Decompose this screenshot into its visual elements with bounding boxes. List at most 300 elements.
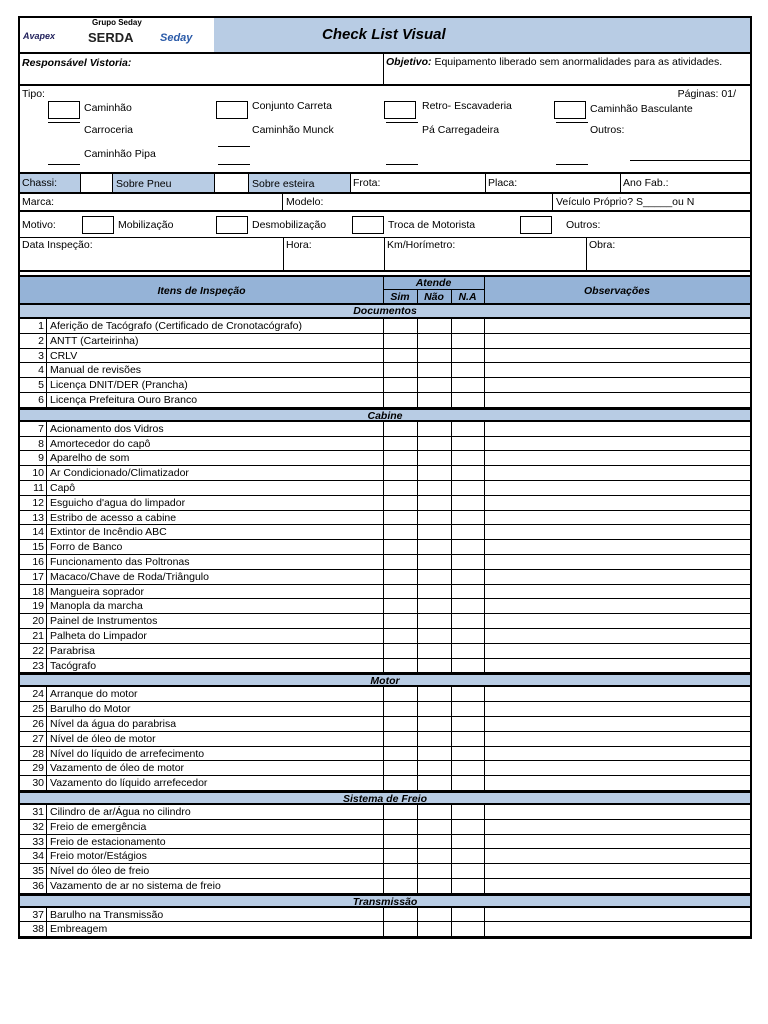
item-number: 28 <box>32 747 44 760</box>
item-number: 11 <box>33 481 44 494</box>
table-row <box>20 422 750 437</box>
item-label: Acionamento dos Vidros <box>50 422 164 435</box>
sim-cell[interactable] <box>383 319 418 333</box>
table-row <box>20 451 750 466</box>
sim-cell[interactable] <box>383 879 418 893</box>
seday-logo: Seday <box>160 32 193 44</box>
observacao-cell[interactable] <box>484 525 750 539</box>
sim-cell[interactable] <box>383 466 418 480</box>
item-number: 13 <box>32 511 44 524</box>
item-label: Palheta do Limpador <box>50 629 147 642</box>
table-row <box>20 747 750 762</box>
item-label: Mangueira soprador <box>50 585 144 598</box>
nao-cell[interactable] <box>417 776 452 790</box>
item-label: Painel de Instrumentos <box>50 615 158 628</box>
item-number: 16 <box>32 555 44 568</box>
table-row <box>20 922 750 937</box>
sim-cell[interactable] <box>383 363 418 377</box>
nao-cell[interactable] <box>417 540 452 554</box>
page-title: Check List Visual <box>322 26 446 43</box>
sim-cell[interactable] <box>383 820 418 834</box>
observacao-cell[interactable] <box>484 422 750 436</box>
checklist-sheet <box>18 16 752 939</box>
tipo-outros: Outros: <box>590 124 625 136</box>
itens-header: Itens de Inspeção <box>157 285 246 297</box>
sim-cell[interactable] <box>383 687 418 701</box>
item-number: 5 <box>38 379 44 392</box>
observacao-cell[interactable] <box>484 732 750 746</box>
checkbox-desmobilizacao[interactable] <box>216 216 248 234</box>
nao-cell[interactable] <box>417 687 452 701</box>
sim-cell[interactable] <box>383 717 418 731</box>
nao-cell[interactable] <box>417 334 452 348</box>
observacao-cell[interactable] <box>484 319 750 333</box>
motivo-outros: Outros: <box>566 219 601 231</box>
observacao-cell[interactable] <box>484 776 750 790</box>
observacao-cell[interactable] <box>484 496 750 510</box>
item-label: Arranque do motor <box>50 688 138 701</box>
motivo-desmobilizacao: Desmobilização <box>252 219 327 231</box>
item-number: 8 <box>38 437 44 450</box>
sim-cell[interactable] <box>383 776 418 790</box>
nao-cell[interactable] <box>417 349 452 363</box>
nao-cell[interactable] <box>417 599 452 613</box>
sim-cell[interactable] <box>383 378 418 392</box>
sim-cell[interactable] <box>383 659 418 673</box>
nao-cell[interactable] <box>417 702 452 716</box>
logo-area <box>20 18 215 52</box>
na-cell[interactable] <box>451 319 485 333</box>
sim-cell[interactable] <box>383 614 418 628</box>
na-cell[interactable] <box>451 717 485 731</box>
item-label: Aferição de Tacógrafo (Certificado de Cronotacógrafo) <box>50 320 302 332</box>
observacoes-header: Observações <box>584 285 650 297</box>
responsavel-row <box>20 54 750 86</box>
nao-cell[interactable] <box>417 481 452 495</box>
na-cell[interactable] <box>451 334 485 348</box>
checkline-pipa[interactable] <box>48 164 80 165</box>
nao-cell[interactable] <box>417 732 452 746</box>
table-row <box>20 659 750 674</box>
table-row <box>20 496 750 511</box>
na-cell[interactable] <box>451 393 485 407</box>
checkline-munck[interactable] <box>218 146 250 147</box>
nao-cell[interactable] <box>417 879 452 893</box>
nao-cell[interactable] <box>417 525 452 539</box>
item-number: 19 <box>32 600 44 613</box>
nao-cell[interactable] <box>417 629 452 643</box>
objetivo-label: Objetivo: <box>386 56 432 68</box>
section-header: Motor <box>20 673 750 687</box>
objetivo-text: Equipamento liberado sem anormalidades para as atividades. <box>434 56 723 68</box>
veiculo-proprio-label: Veículo Próprio? S_____ou N <box>556 196 695 208</box>
item-number: 36 <box>32 879 44 892</box>
sim-cell[interactable] <box>383 908 418 922</box>
item-number: 4 <box>38 364 44 377</box>
na-cell[interactable] <box>451 614 485 628</box>
table-row <box>20 614 750 629</box>
sim-cell[interactable] <box>383 805 418 819</box>
motivo-label: Motivo: <box>22 219 56 231</box>
observacao-cell[interactable] <box>484 820 750 834</box>
observacao-cell[interactable] <box>484 466 750 480</box>
obra-label: Obra: <box>589 239 616 251</box>
nao-cell[interactable] <box>417 555 452 569</box>
modelo-label: Modelo: <box>286 196 324 208</box>
tipo-basculante: Caminhão Basculante <box>590 103 693 115</box>
tipo-row <box>20 86 750 174</box>
nao-cell[interactable] <box>417 570 452 584</box>
sim-cell[interactable] <box>383 644 418 658</box>
item-label: Licença Prefeitura Ouro Branco <box>50 393 198 406</box>
item-number: 30 <box>32 777 44 790</box>
na-cell[interactable] <box>451 732 485 746</box>
observacao-cell[interactable] <box>484 747 750 761</box>
nao-cell[interactable] <box>417 378 452 392</box>
title-band <box>214 18 750 52</box>
item-label: Forro de Banco <box>50 541 123 554</box>
item-label: Extintor de Incêndio ABC <box>50 526 167 539</box>
item-label: Barulho do Motor <box>50 703 131 716</box>
item-label: Macaco/Chave de Roda/Triângulo <box>50 570 209 583</box>
item-label: Embreagem <box>50 923 108 936</box>
na-cell[interactable] <box>451 761 485 775</box>
checkbox-caminhao[interactable] <box>48 101 80 119</box>
checkbox-mobilizacao[interactable] <box>82 216 114 234</box>
na-cell[interactable] <box>451 585 485 599</box>
nao-cell[interactable] <box>417 849 452 863</box>
item-label: Vazamento de ar no sistema de freio <box>50 879 221 892</box>
sim-cell[interactable] <box>383 349 418 363</box>
na-header: N.A <box>458 291 477 303</box>
table-row <box>20 629 750 644</box>
tipo-retro: Retro- Escavaderia <box>422 100 512 112</box>
item-label: Nível do líquido de arrefecimento <box>50 747 205 760</box>
sim-cell[interactable] <box>383 835 418 849</box>
table-row <box>20 761 750 776</box>
nao-cell[interactable] <box>417 761 452 775</box>
na-cell[interactable] <box>451 466 485 480</box>
checkline-extra-2[interactable] <box>386 164 418 165</box>
item-label: Freio de emergência <box>50 820 147 833</box>
observacao-cell[interactable] <box>484 805 750 819</box>
sim-cell[interactable] <box>383 393 418 407</box>
nao-cell[interactable] <box>417 511 452 525</box>
observacao-cell[interactable] <box>484 585 750 599</box>
sim-cell[interactable] <box>383 599 418 613</box>
observacao-cell[interactable] <box>484 687 750 701</box>
nao-cell[interactable] <box>417 864 452 878</box>
checkbox-outros-motivo[interactable] <box>520 216 552 234</box>
tipo-caminhao: Caminhão <box>84 102 132 114</box>
nao-cell[interactable] <box>417 835 452 849</box>
sim-cell[interactable] <box>383 849 418 863</box>
observacao-cell[interactable] <box>484 437 750 451</box>
sim-cell[interactable] <box>383 555 418 569</box>
sim-cell[interactable] <box>383 334 418 348</box>
observacao-cell[interactable] <box>484 451 750 465</box>
observacao-cell[interactable] <box>484 761 750 775</box>
sim-cell[interactable] <box>383 702 418 716</box>
observacao-cell[interactable] <box>484 334 750 348</box>
motivo-row <box>20 212 750 238</box>
chassi-label: Chassi: <box>22 177 58 189</box>
item-label: CRLV <box>50 349 78 362</box>
paginas-label: Páginas: 01/ <box>677 88 736 100</box>
hora-label: Hora: <box>286 239 312 251</box>
observacao-cell[interactable] <box>484 378 750 392</box>
sim-cell[interactable] <box>383 761 418 775</box>
item-label: Ar Condicionado/Climatizador <box>50 467 189 480</box>
item-number: 34 <box>32 850 44 863</box>
na-cell[interactable] <box>451 599 485 613</box>
checkbox-troca-motorista[interactable] <box>352 216 384 234</box>
item-label: Licença DNIT/DER (Prancha) <box>50 379 188 392</box>
na-cell[interactable] <box>451 659 485 673</box>
observacao-cell[interactable] <box>484 849 750 863</box>
item-number: 6 <box>38 393 44 406</box>
tipo-pipa: Caminhão Pipa <box>84 148 156 160</box>
item-number: 24 <box>32 688 44 701</box>
na-cell[interactable] <box>451 555 485 569</box>
item-label: Esguicho d'agua do limpador <box>50 496 186 509</box>
na-cell[interactable] <box>451 525 485 539</box>
table-row <box>20 717 750 732</box>
item-number: 26 <box>32 717 44 730</box>
outros-input-line[interactable] <box>630 160 752 161</box>
avapex-logo: Avapex <box>23 31 56 41</box>
checkbox-conjunto-carreta[interactable] <box>216 101 248 119</box>
nao-cell[interactable] <box>417 319 452 333</box>
data-row <box>20 238 750 272</box>
item-label: Cilindro de ar/Água no cilindro <box>50 805 191 818</box>
item-label: Parabrisa <box>50 644 95 657</box>
data-inspecao-label: Data Inspeção: <box>22 239 93 251</box>
header-row <box>20 18 750 54</box>
checkline-outros[interactable] <box>556 122 588 123</box>
objetivo <box>386 56 726 69</box>
observacao-cell[interactable] <box>484 599 750 613</box>
na-cell[interactable] <box>451 363 485 377</box>
nao-cell[interactable] <box>417 644 452 658</box>
na-cell[interactable] <box>451 908 485 922</box>
na-cell[interactable] <box>451 644 485 658</box>
nao-cell[interactable] <box>417 363 452 377</box>
sim-cell[interactable] <box>383 481 418 495</box>
na-cell[interactable] <box>451 747 485 761</box>
sim-cell[interactable] <box>383 732 418 746</box>
marca-row <box>20 194 750 212</box>
chassi-row <box>20 174 750 194</box>
observacao-cell[interactable] <box>484 570 750 584</box>
nao-cell[interactable] <box>417 908 452 922</box>
table-row <box>20 835 750 850</box>
na-cell[interactable] <box>451 776 485 790</box>
item-label: ANTT (Carteirinha) <box>50 334 139 347</box>
item-label: Manual de revisões <box>50 364 142 377</box>
item-number: 20 <box>32 615 44 628</box>
sim-cell[interactable] <box>383 422 418 436</box>
frota-label: Frota: <box>353 177 381 189</box>
atende-header: Atende <box>415 277 452 289</box>
observacao-cell[interactable] <box>484 614 750 628</box>
checkbox-basculante[interactable] <box>554 101 586 119</box>
observacao-cell[interactable] <box>484 644 750 658</box>
table-row <box>20 378 750 393</box>
marca-label: Marca: <box>22 196 55 208</box>
nao-cell[interactable] <box>417 585 452 599</box>
na-cell[interactable] <box>451 864 485 878</box>
table-header <box>20 275 750 305</box>
checkline-pa[interactable] <box>386 122 418 123</box>
observacao-cell[interactable] <box>484 717 750 731</box>
observacao-cell[interactable] <box>484 922 750 936</box>
na-cell[interactable] <box>451 422 485 436</box>
sim-cell[interactable] <box>383 747 418 761</box>
item-number: 3 <box>38 349 44 362</box>
item-label: Estribo de acesso a cabine <box>50 511 177 524</box>
table-row <box>20 820 750 835</box>
observacao-cell[interactable] <box>484 659 750 673</box>
na-cell[interactable] <box>451 629 485 643</box>
item-number: 33 <box>32 835 44 848</box>
sim-cell[interactable] <box>383 540 418 554</box>
checkbox-retro[interactable] <box>384 101 416 119</box>
observacao-cell[interactable] <box>484 349 750 363</box>
na-cell[interactable] <box>451 451 485 465</box>
section-header: Cabine <box>20 408 750 422</box>
table-row <box>20 511 750 526</box>
na-cell[interactable] <box>451 570 485 584</box>
item-label: Barulho na Transmissão <box>50 908 164 921</box>
table-row <box>20 555 750 570</box>
item-label: Freio motor/Estágios <box>50 850 147 863</box>
checkline-extra-1[interactable] <box>218 164 250 165</box>
table-row <box>20 319 750 334</box>
sim-cell[interactable] <box>383 864 418 878</box>
nao-cell[interactable] <box>417 393 452 407</box>
observacao-cell[interactable] <box>484 702 750 716</box>
na-cell[interactable] <box>451 540 485 554</box>
item-number: 14 <box>32 526 44 539</box>
item-number: 29 <box>32 762 44 775</box>
item-number: 10 <box>32 467 44 480</box>
na-cell[interactable] <box>451 687 485 701</box>
sim-header: Sim <box>390 291 410 303</box>
sim-cell[interactable] <box>383 437 418 451</box>
sim-cell[interactable] <box>383 570 418 584</box>
item-number: 7 <box>38 422 44 435</box>
observacao-cell[interactable] <box>484 363 750 377</box>
nao-cell[interactable] <box>417 451 452 465</box>
na-cell[interactable] <box>451 849 485 863</box>
tipo-pa: Pá Carregadeira <box>422 124 500 136</box>
table-row <box>20 363 750 378</box>
na-cell[interactable] <box>451 496 485 510</box>
observacao-cell[interactable] <box>484 481 750 495</box>
item-number: 15 <box>32 541 44 554</box>
sim-cell[interactable] <box>383 511 418 525</box>
nao-cell[interactable] <box>417 717 452 731</box>
item-label: Manopla da marcha <box>50 600 143 613</box>
sobre-esteira-label: Sobre esteira <box>252 178 315 190</box>
table-row <box>20 599 750 614</box>
sim-cell[interactable] <box>383 451 418 465</box>
observacao-cell[interactable] <box>484 555 750 569</box>
na-cell[interactable] <box>451 835 485 849</box>
table-row <box>20 585 750 600</box>
na-cell[interactable] <box>451 349 485 363</box>
section-header: Sistema de Freio <box>20 791 750 805</box>
na-cell[interactable] <box>451 922 485 936</box>
na-cell[interactable] <box>451 805 485 819</box>
tipo-conjunto-carreta: Conjunto Carreta <box>252 100 332 112</box>
observacao-cell[interactable] <box>484 879 750 893</box>
nao-cell[interactable] <box>417 805 452 819</box>
item-label: Funcionamento das Poltronas <box>50 555 190 568</box>
nao-cell[interactable] <box>417 922 452 936</box>
nao-cell[interactable] <box>417 747 452 761</box>
observacao-cell[interactable] <box>484 908 750 922</box>
sim-cell[interactable] <box>383 922 418 936</box>
observacao-cell[interactable] <box>484 540 750 554</box>
nao-cell[interactable] <box>417 820 452 834</box>
nao-cell[interactable] <box>417 496 452 510</box>
item-number: 22 <box>32 644 44 657</box>
checkline-carroceria[interactable] <box>48 122 80 123</box>
sim-cell[interactable] <box>383 585 418 599</box>
observacao-cell[interactable] <box>484 864 750 878</box>
sim-cell[interactable] <box>383 525 418 539</box>
observacao-cell[interactable] <box>484 511 750 525</box>
sim-cell[interactable] <box>383 629 418 643</box>
table-row <box>20 437 750 452</box>
motivo-troca: Troca de Motorista <box>388 219 476 231</box>
sim-cell[interactable] <box>383 496 418 510</box>
nao-cell[interactable] <box>417 659 452 673</box>
item-label: Tacógrafo <box>50 659 97 672</box>
item-number: 9 <box>38 452 44 465</box>
item-number: 21 <box>32 629 44 642</box>
na-cell[interactable] <box>451 437 485 451</box>
na-cell[interactable] <box>451 511 485 525</box>
item-label: Nível do óleo de freio <box>50 865 150 878</box>
table-row <box>20 776 750 791</box>
item-number: 18 <box>32 585 44 598</box>
item-number: 17 <box>32 570 44 583</box>
na-cell[interactable] <box>451 702 485 716</box>
observacao-cell[interactable] <box>484 393 750 407</box>
na-cell[interactable] <box>451 879 485 893</box>
item-label: Aparelho de som <box>50 452 130 465</box>
nao-cell[interactable] <box>417 437 452 451</box>
table-row <box>20 481 750 496</box>
nao-cell[interactable] <box>417 466 452 480</box>
table-row <box>20 849 750 864</box>
nao-cell[interactable] <box>417 614 452 628</box>
checkline-extra-3[interactable] <box>556 164 588 165</box>
item-label: Vazamento do líquido arrefecedor <box>50 777 208 790</box>
na-cell[interactable] <box>451 481 485 495</box>
na-cell[interactable] <box>451 820 485 834</box>
table-row <box>20 349 750 364</box>
group-name: Grupo Seday <box>92 18 142 27</box>
na-cell[interactable] <box>451 378 485 392</box>
item-label: Nível da água do parabrisa <box>50 717 177 730</box>
observacao-cell[interactable] <box>484 629 750 643</box>
nao-cell[interactable] <box>417 422 452 436</box>
observacao-cell[interactable] <box>484 835 750 849</box>
